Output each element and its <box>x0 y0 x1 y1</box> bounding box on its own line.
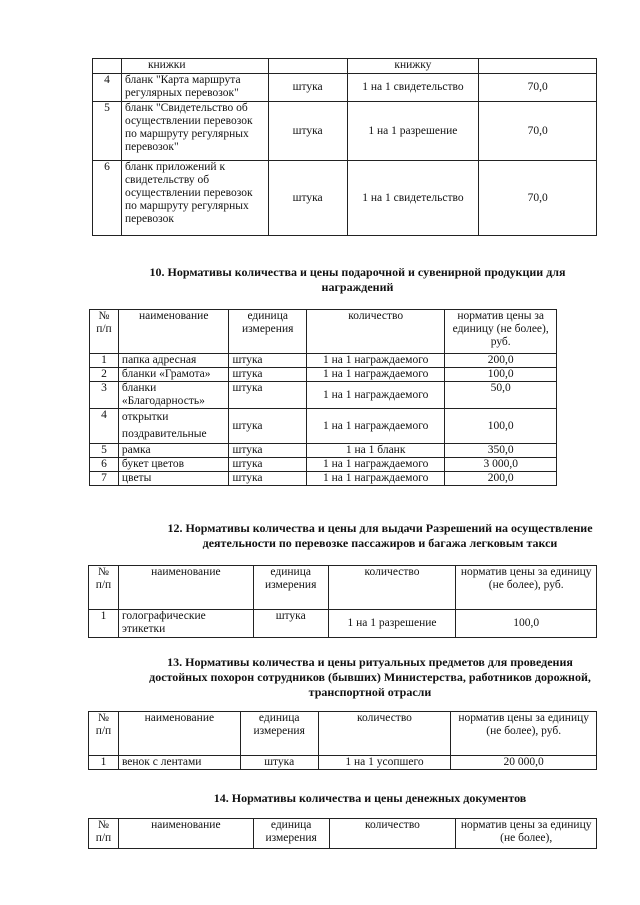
header-unit: единица измерения <box>229 310 306 354</box>
cell-num: 5 <box>90 444 119 458</box>
header-price: норматив цены за единицу (не более), руб. <box>445 310 557 354</box>
table-row <box>90 409 557 444</box>
section-13-heading: 13. Нормативы количества и цены ритуальных предметов для проведения достойных похорон сотрудников (бывших) Министерства, работников дорожной, транспортной отрасли <box>149 655 591 699</box>
cell-qty: 1 на 1 награждаемого <box>306 382 444 409</box>
cell-price: 70,0 <box>479 102 597 161</box>
cell-price: 70,0 <box>479 161 597 236</box>
cell-price: 350,0 <box>445 444 557 458</box>
cell-qty: 1 на 1 награждаемого <box>306 458 444 472</box>
cell-unit: штука <box>268 102 347 161</box>
cell-qty: книжку <box>347 59 479 74</box>
cell-qty: 1 на 1 награждаемого <box>306 409 444 444</box>
cell-qty: 1 на 1 награждаемого <box>306 354 444 368</box>
cell-qty: 1 на 1 награждаемого <box>306 368 444 382</box>
table-row <box>89 756 597 770</box>
table-forms-continuation <box>92 58 597 236</box>
header-price: норматив цены за единицу (не более), <box>456 819 597 849</box>
cell-num: 1 <box>89 610 119 638</box>
cell-num: 6 <box>90 458 119 472</box>
table-header-row <box>90 310 557 354</box>
table-row <box>90 354 557 368</box>
cell-num: 5 <box>93 102 122 161</box>
header-num: № п/п <box>89 712 119 756</box>
cell-name: венок с лентами <box>118 756 240 770</box>
cell-price: 3 000,0 <box>445 458 557 472</box>
cell-name: букет цветов <box>118 458 229 472</box>
header-num: № п/п <box>89 566 119 610</box>
section-14-heading: 14. Нормативы количества и цены денежных документов <box>213 791 527 805</box>
cell-unit: штука <box>229 354 306 368</box>
table-ritual-items <box>88 711 597 770</box>
header-unit: единица измерения <box>240 712 318 756</box>
cell-num: 2 <box>90 368 119 382</box>
cell-num: 7 <box>90 472 119 486</box>
cell-num <box>93 59 122 74</box>
cell-unit: штука <box>229 368 306 382</box>
cell-price: 70,0 <box>479 74 597 102</box>
cell-price: 50,0 <box>445 382 557 409</box>
cell-num: 1 <box>90 354 119 368</box>
cell-num: 3 <box>90 382 119 409</box>
cell-unit: штука <box>229 409 306 444</box>
cell-price: 20 000,0 <box>451 756 597 770</box>
cell-unit: штука <box>268 74 347 102</box>
table-row <box>90 444 557 458</box>
header-unit: единица измерения <box>253 819 329 849</box>
header-qty: количество <box>329 819 456 849</box>
cell-name: книжки <box>121 59 268 74</box>
header-unit: единица измерения <box>253 566 328 610</box>
header-price: норматив цены за единицу (не более), руб. <box>456 566 597 610</box>
table-header-row <box>89 566 597 610</box>
header-num: № п/п <box>90 310 119 354</box>
header-price: норматив цены за единицу (не более), руб. <box>451 712 597 756</box>
cell-unit: штука <box>240 756 318 770</box>
cell-name: голографические этикетки <box>118 610 253 638</box>
cell-name: открытки поздравительные <box>118 409 229 444</box>
table-taxi-permits <box>88 565 597 638</box>
header-name: наименование <box>118 712 240 756</box>
section-10-heading: 10. Нормативы количества и цены подарочной и сувенирной продукции для награждений <box>149 265 566 294</box>
cell-unit: штука <box>253 610 328 638</box>
header-name: наименование <box>118 310 229 354</box>
cell-num: 1 <box>89 756 119 770</box>
header-qty: количество <box>328 566 456 610</box>
cell-unit <box>268 59 347 74</box>
table-header-row <box>89 712 597 756</box>
cell-name: бланк приложений к свидетельству об осуществлении перевозок по маршруту регулярных перевозок <box>121 161 268 236</box>
cell-name: цветы <box>118 472 229 486</box>
cell-num: 6 <box>93 161 122 236</box>
cell-name: бланки «Грамота» <box>118 368 229 382</box>
cell-unit: штука <box>229 472 306 486</box>
table-money-documents <box>88 818 597 849</box>
table-row <box>90 368 557 382</box>
cell-price: 200,0 <box>445 472 557 486</box>
table-row <box>89 610 597 638</box>
cell-qty: 1 на 1 усопшего <box>318 756 451 770</box>
cell-price: 100,0 <box>445 409 557 444</box>
header-num: № п/п <box>89 819 119 849</box>
cell-qty: 1 на 1 свидетельство <box>347 161 479 236</box>
table-row <box>90 458 557 472</box>
cell-unit: штука <box>229 382 306 409</box>
cell-name: рамка <box>118 444 229 458</box>
table-row <box>93 102 597 161</box>
cell-qty: 1 на 1 свидетельство <box>347 74 479 102</box>
cell-qty: 1 на 1 разрешение <box>347 102 479 161</box>
table-row <box>90 382 557 409</box>
header-name: наименование <box>118 566 253 610</box>
cell-name: бланки «Благодарность» <box>118 382 229 409</box>
header-qty: количество <box>318 712 451 756</box>
table-row <box>93 161 597 236</box>
cell-num: 4 <box>90 409 119 444</box>
cell-price: 100,0 <box>456 610 597 638</box>
header-name: наименование <box>118 819 253 849</box>
table-row <box>90 472 557 486</box>
table-row <box>93 59 597 74</box>
cell-qty: 1 на 1 разрешение <box>328 610 456 638</box>
cell-qty: 1 на 1 награждаемого <box>306 472 444 486</box>
cell-unit: штука <box>229 458 306 472</box>
cell-qty: 1 на 1 бланк <box>306 444 444 458</box>
cell-name: бланк "Карта маршрута регулярных перевозок" <box>121 74 268 102</box>
section-12-heading: 12. Нормативы количества и цены для выдачи Разрешений на осуществление деятельности по перевозке пассажиров и багажа легковым такси <box>167 521 593 550</box>
cell-price: 100,0 <box>445 368 557 382</box>
header-qty: количество <box>306 310 444 354</box>
cell-unit: штука <box>229 444 306 458</box>
cell-price: 200,0 <box>445 354 557 368</box>
cell-num: 4 <box>93 74 122 102</box>
table-gift-products <box>89 309 557 486</box>
cell-unit: штука <box>268 161 347 236</box>
table-row <box>93 74 597 102</box>
cell-name: бланк "Свидетельство об осуществлении перевозок по маршруту регулярных перевозок" <box>121 102 268 161</box>
cell-name: папка адресная <box>118 354 229 368</box>
table-header-row <box>89 819 597 849</box>
cell-price <box>479 59 597 74</box>
